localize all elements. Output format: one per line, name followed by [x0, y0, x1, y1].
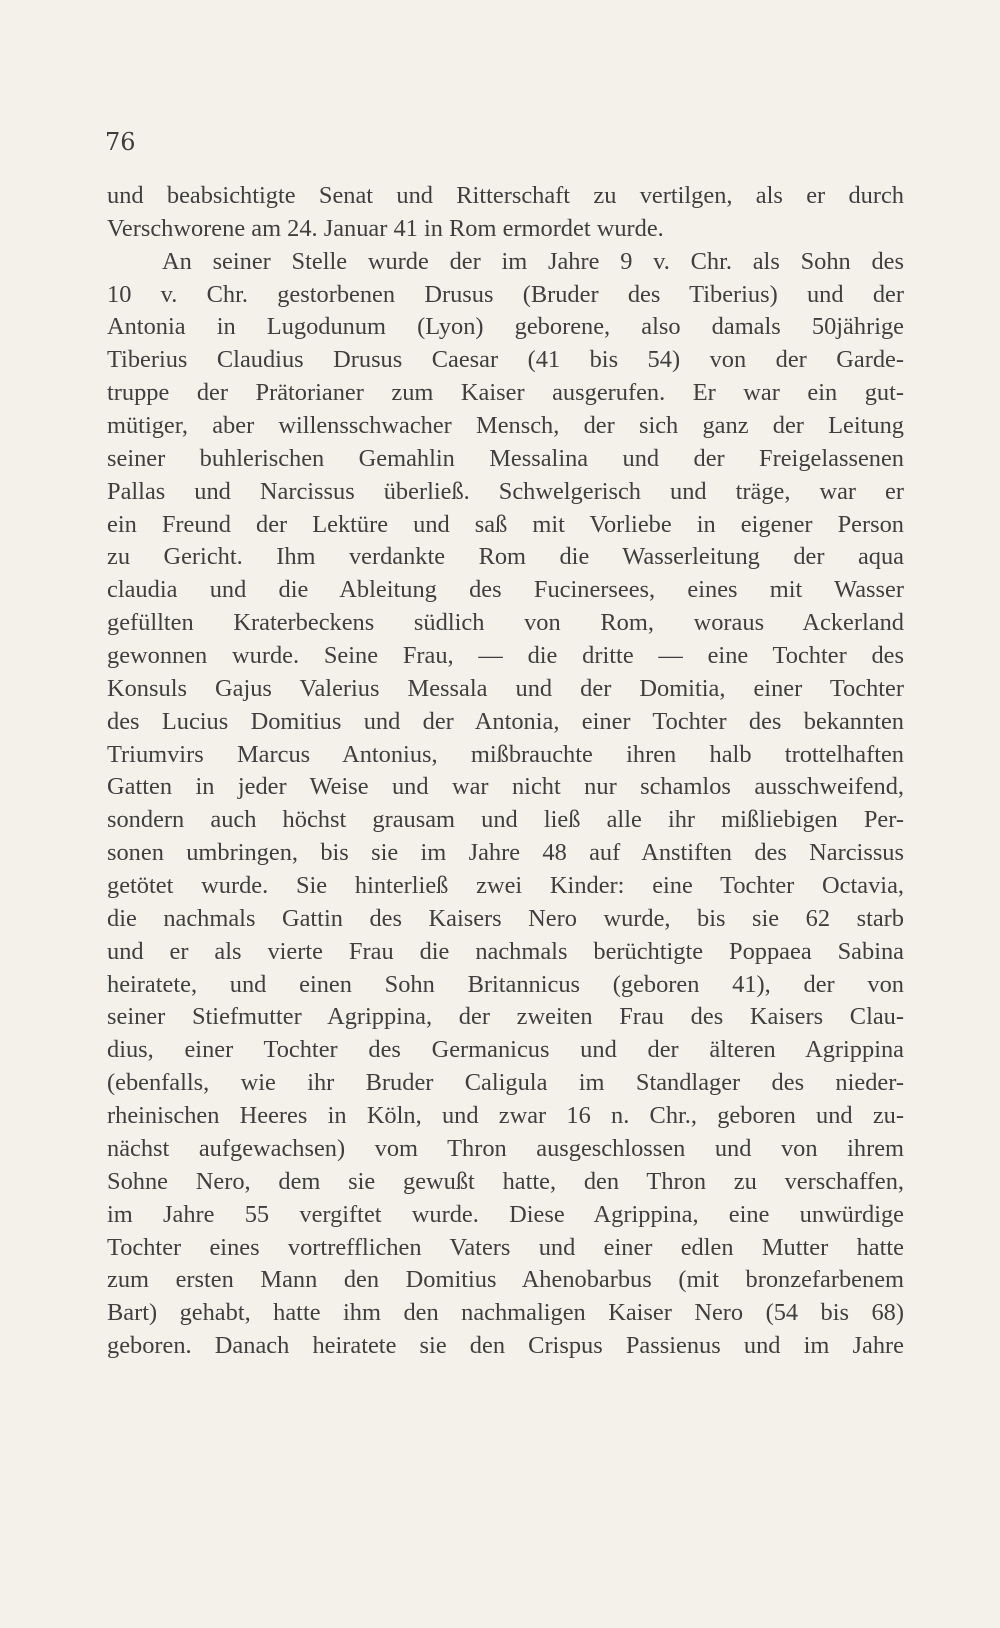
text-line: sondern auch höchst grausam und ließ alle ihr mißliebigen Per-	[107, 806, 904, 834]
text-line: gewonnen wurde. Seine Frau, — die dritte — eine Tochter des	[107, 642, 904, 670]
text-line: getötet wurde. Sie hinterließ zwei Kinder: eine Tochter Octavia,	[107, 872, 904, 900]
text-line: Sohne Nero, dem sie gewußt hatte, den Thron zu verschaffen,	[107, 1167, 904, 1195]
text-line: Triumvirs Marcus Antonius, mißbrauchte ihren halb trottelhaften	[107, 740, 904, 768]
text-line: geboren. Danach heiratete sie den Crispus Passienus und im Jahre	[107, 1332, 904, 1360]
text-line: Tochter eines vortrefflichen Vaters und einer edlen Mutter hatte	[107, 1233, 904, 1261]
text-line: gefüllten Kraterbeckens südlich von Rom, woraus Ackerland	[107, 609, 904, 637]
text-line: (ebenfalls, wie ihr Bruder Caligula im Standlager des nieder-	[107, 1069, 904, 1097]
text-line: heiratete, und einen Sohn Britannicus (geboren 41), der von	[107, 970, 904, 998]
text-line: Gatten in jeder Weise und war nicht nur schamlos ausschweifend,	[107, 773, 904, 801]
text-line: Pallas und Narcissus überließ. Schwelgerisch und träge, war er	[107, 477, 904, 505]
text-line: Tiberius Claudius Drusus Caesar (41 bis 54) von der Garde-	[107, 346, 904, 374]
text-line: Verschworene am 24. Januar 41 in Rom ermordet wurde.	[107, 214, 664, 242]
text-line: im Jahre 55 vergiftet wurde. Diese Agrippina, eine unwürdige	[107, 1200, 904, 1228]
text-line: rheinischen Heeres in Köln, und zwar 16 n. Chr., geboren und zu-	[107, 1102, 904, 1130]
text-line: Antonia in Lugodunum (Lyon) geborene, also damals 50jährige	[107, 313, 904, 341]
page-number: 76	[105, 128, 136, 156]
text-line: und beabsichtigte Senat und Ritterschaft zu vertilgen, als er durch	[107, 182, 904, 209]
text-line: zu Gericht. Ihm verdankte Rom die Wasserleitung der aqua	[107, 543, 904, 571]
text-line: Bart) gehabt, hatte ihm den nachmaligen Kaiser Nero (54 bis 68)	[107, 1299, 904, 1327]
text-line: seiner Stiefmutter Agrippina, der zweiten Frau des Kaisers Clau-	[107, 1003, 904, 1031]
text-line: truppe der Prätorianer zum Kaiser ausgerufen. Er war ein gut-	[107, 379, 904, 407]
text-line: des Lucius Domitius und der Antonia, einer Tochter des bekannten	[107, 707, 904, 735]
text-line: zum ersten Mann den Domitius Ahenobarbus (mit bronzefarbenem	[107, 1266, 904, 1294]
text-line: und er als vierte Frau die nachmals berüchtigte Poppaea Sabina	[107, 937, 904, 965]
text-line: 10 v. Chr. gestorbenen Drusus (Bruder des Tiberius) und der	[107, 280, 904, 308]
text-line: An seiner Stelle wurde der im Jahre 9 v. Chr. als Sohn des	[162, 247, 904, 275]
text-line: nächst aufgewachsen) vom Thron ausgeschlossen und von ihrem	[107, 1134, 904, 1162]
text-line: sonen umbringen, bis sie im Jahre 48 auf Anstiften des Narcissus	[107, 839, 904, 867]
text-line: ein Freund der Lektüre und saß mit Vorliebe in eigener Person	[107, 510, 904, 538]
text-line: dius, einer Tochter des Germanicus und der älteren Agrippina	[107, 1036, 904, 1064]
body-text	[107, 180, 904, 1363]
text-line: Konsuls Gajus Valerius Messala und der Domitia, einer Tochter	[107, 674, 904, 702]
text-line: mütiger, aber willensschwacher Mensch, der sich ganz der Leitung	[107, 412, 904, 440]
text-line: die nachmals Gattin des Kaisers Nero wurde, bis sie 62 starb	[107, 904, 904, 932]
text-line: seiner buhlerischen Gemahlin Messalina und der Freigelassenen	[107, 444, 904, 472]
text-line: claudia und die Ableitung des Fucinersees, eines mit Wasser	[107, 576, 904, 604]
